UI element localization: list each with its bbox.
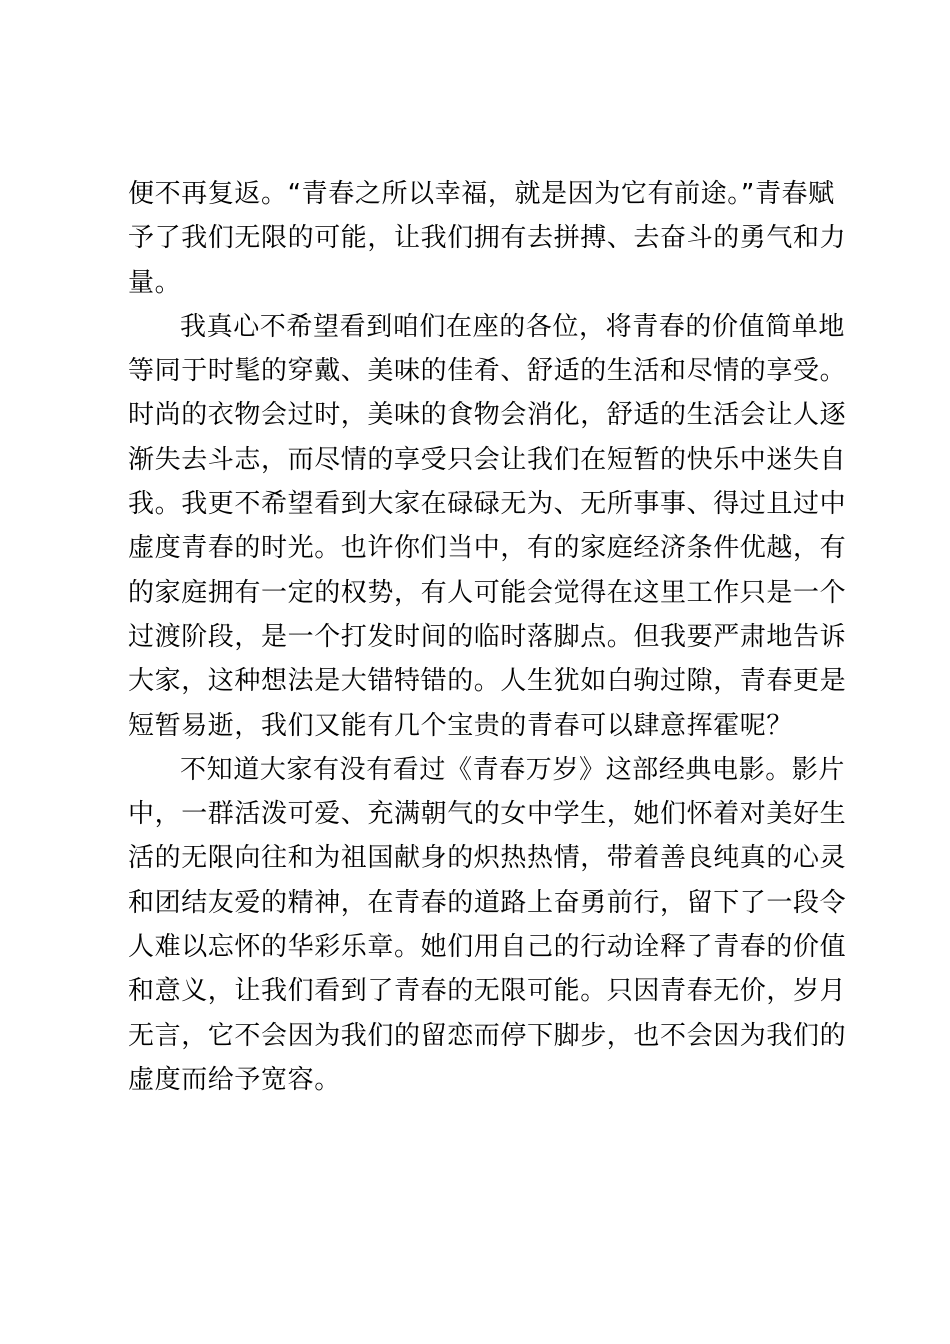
paragraph-3-line-8: 虚度而给予宽容。 xyxy=(128,1064,341,1095)
paragraph-2-line-1: 我真心不希望看到咱们在座的各位，将青春的价值简单地 xyxy=(180,311,846,342)
paragraph-1-line-2: 予了我们无限的可能，让我们拥有去拼搏、去奋斗的勇气和力 xyxy=(128,223,847,254)
paragraph-2-line-8: 过渡阶段，是一个打发时间的临时落脚点。但我要严肃地告诉 xyxy=(128,621,847,652)
paragraph-2-line-10: 短暂易逝，我们又能有几个宝贵的青春可以肆意挥霍呢？ xyxy=(128,710,794,741)
paragraph-3-line-6: 和意义，让我们看到了青春的无限可能。只因青春无价，岁月 xyxy=(128,976,847,1007)
paragraph-2-line-2: 等同于时髦的穿戴、美味的佳肴、舒适的生活和尽情的享受。 xyxy=(128,356,847,387)
paragraph-2-line-6: 虚度青春的时光。也许你们当中，有的家庭经济条件优越，有 xyxy=(128,533,847,564)
paragraph-2-line-4: 渐失去斗志，而尽情的享受只会让我们在短暂的快乐中迷失自 xyxy=(128,444,847,475)
paragraph-2-line-9: 大家，这种想法是大错特错的。人生犹如白驹过隙，青春更是 xyxy=(128,666,847,697)
paragraph-3-line-1: 不知道大家有没有看过《青春万岁》这部经典电影。影片 xyxy=(180,754,846,785)
paragraph-2-line-5: 我。我更不希望看到大家在碌碌无为、无所事事、得过且过中 xyxy=(128,489,847,520)
paragraph-3-line-4: 和团结友爱的精神，在青春的道路上奋勇前行，留下了一段令 xyxy=(128,887,847,918)
paragraph-3-line-5: 人难以忘怀的华彩乐章。她们用自己的行动诠释了青春的价值 xyxy=(128,932,847,963)
paragraph-1-line-3: 量。 xyxy=(128,267,182,298)
paragraph-3-line-7: 无言，它不会因为我们的留恋而停下脚步，也不会因为我们的 xyxy=(128,1020,847,1051)
document-body xyxy=(128,172,847,1102)
paragraph-2-line-7: 的家庭拥有一定的权势，有人可能会觉得在这里工作只是一个 xyxy=(128,577,847,608)
paragraph-3-line-3: 活的无限向往和为祖国献身的炽热热情，带着善良纯真的心灵 xyxy=(128,843,847,874)
paragraph-2-line-3: 时尚的衣物会过时，美味的食物会消化，舒适的生活会让人逐 xyxy=(128,400,847,431)
paragraph-3-line-2: 中，一群活泼可爱、充满朝气的女中学生，她们怀着对美好生 xyxy=(128,799,847,830)
paragraph-1-line-1: 便不再复返。“青春之所以幸福，就是因为它有前途。”青春赋 xyxy=(128,179,835,209)
